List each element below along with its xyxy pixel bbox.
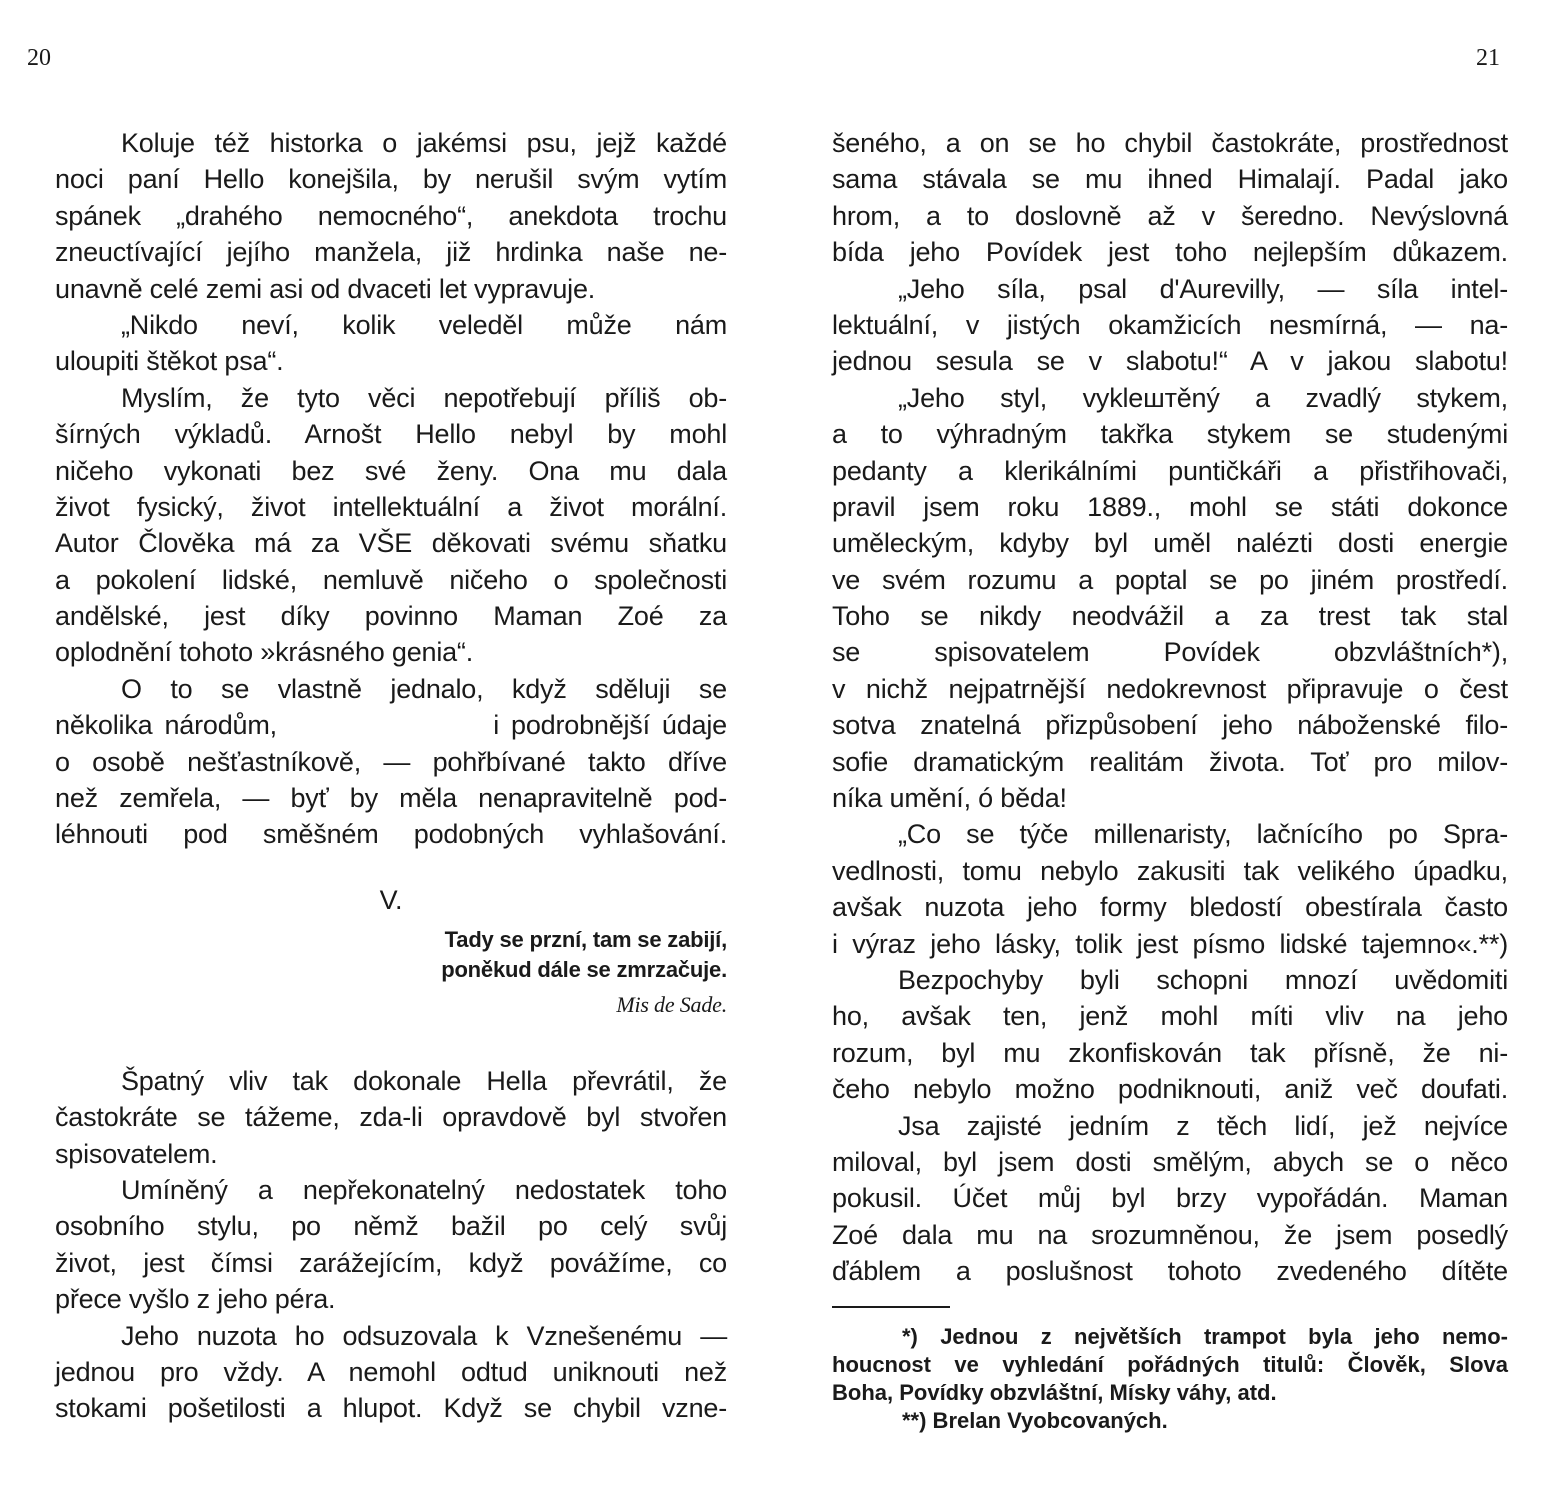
paragraph: [55, 1063, 727, 1172]
text-line: spisovatelem.: [55, 1138, 218, 1169]
paragraph: [55, 125, 727, 307]
footnote-line: houcnost ve vyhledání pořádných titulů: Člověk, Slova: [832, 1352, 1508, 1377]
paragraph: [55, 1172, 727, 1318]
text-line: ďáblem a poslušnost tohoto zvedeného dítěte: [832, 1256, 1508, 1287]
text-line: oplodnění tohoto »krásného genia“.: [55, 637, 474, 668]
paragraph: [832, 271, 1508, 380]
text-line: Špatný vliv tak dokonale Hella převrátil, že: [121, 1065, 727, 1096]
paragraph: [55, 307, 727, 380]
footnote-line: *) Jednou z největších trampot byla jeho nemo-: [902, 1324, 1508, 1349]
text-line: rozum, byl mu zkonfiskován tak přísně, že ni-: [832, 1037, 1508, 1068]
text-line: „Jeho styl, vyklештěný a zvadlý stykem,: [898, 382, 1508, 413]
text-line: sotva znatelná přizpůsobení jeho náboženské filo-: [832, 710, 1508, 741]
text-line: „Jeho síla, psal d'Aurevilly, — síla intel-: [898, 273, 1508, 304]
text-line: spánek „drahého nemocného“, anekdota trochu: [55, 200, 727, 231]
epigraph: [55, 925, 727, 1025]
text-line: avšak nuzota jeho formy bledostí obestírala často: [832, 892, 1508, 923]
text-line: Umíněný a nepřekonatelný nedostatek toho: [121, 1174, 727, 1205]
footnotes: [832, 1323, 1508, 1435]
text-line: šírných výkladů. Arnošt Hello nebyl by mohl: [55, 419, 727, 450]
text-line: přece vyšlo z jeho péra.: [55, 1284, 336, 1315]
text-line: O to se vlastně jednalo, když sděluji se: [121, 673, 727, 704]
text-line: častokráte se tážeme, zda-li opravdově byl stvořen: [55, 1102, 727, 1133]
epigraph-attribution: Mis de Sade.: [616, 991, 727, 1017]
text-line: osobního stylu, po němž bažil po celý svůj: [55, 1211, 727, 1242]
page-number-right: 21: [1476, 45, 1500, 71]
text-line: než zemřela, — byť by měla nenapravitelně pod-: [55, 783, 727, 814]
text-line: Koluje též historka o jakémsi psu, jejž každé: [121, 128, 727, 158]
text-line: šeného, a on se ho chybil častokráte, prostřednost: [832, 128, 1508, 158]
text-line: andělské, jest díky povinno Maman Zoé za: [55, 601, 727, 632]
text-line: sofie dramatickým realitám života. Toť pro milov-: [832, 746, 1508, 777]
paragraph: [832, 962, 1508, 1108]
text-line: několika národům, i podrobnější údaje: [55, 710, 727, 741]
text-line: noci paní Hello konejšila, by nerušil svým vytím: [55, 164, 727, 195]
text-line: lektuální, v jistých okamžicích nesmírná, — na-: [832, 309, 1508, 340]
footnote-divider: [832, 1306, 950, 1308]
text-line: uloupiti štěkot psa“.: [55, 346, 284, 377]
chapter-heading: V.: [379, 884, 403, 915]
text-line: Autor Člověka má za VŠE děkovati svému sňatku: [55, 528, 727, 559]
text-line: uměleckým, kdyby byl uměl nalézti dosti energie: [832, 528, 1508, 559]
text-line: Myslím, že tyto věci nepotřebují příliš ob-: [121, 382, 727, 413]
text-line: jednou pro vždy. A nemohl odtud uniknouti než: [55, 1356, 727, 1387]
text-line: stokami pošetilosti a hlupot. Když se chybil vzne-: [55, 1393, 727, 1424]
text-line: léhnouti pod směšném podobných vyhlašování.: [55, 819, 727, 850]
text-line: Toho se nikdy neodvážil a za trest tak stal: [832, 601, 1508, 632]
text-line: se spisovatelem Povídek obzvláštních*),: [832, 637, 1508, 668]
text-line: pokusil. Účet můj byl brzy vypořádán. Maman: [832, 1183, 1508, 1214]
paragraph: [832, 380, 1508, 817]
text-line: Zoé dala mu na srozumněnou, že jsem posedlý: [832, 1219, 1508, 1250]
epigraph-line: Tady se przní, tam se zabijí,: [444, 926, 727, 952]
text-line: a pokolení lidské, nemluvě ničeho o společnosti: [55, 564, 727, 595]
text-line: v nichž nejpatrnější nedokrevnost připravuje o čest: [832, 673, 1508, 704]
text-line: pravil jsem roku 1889., mohl se státi dokonce: [832, 491, 1508, 522]
text-line: Jsa zajisté jedním z těch lidí, jež nejvíce: [898, 1110, 1508, 1141]
right-page-text: [832, 125, 1508, 1290]
text-line: o osobě nešťastníkově, — pohřbívané takto dříve: [55, 746, 727, 777]
paragraph: [55, 1318, 727, 1427]
text-line: hrom, a to doslovně až v šeredno. Nevýslovná: [832, 200, 1508, 231]
epigraph-line: poněkud dále se zmrzačuje.: [441, 956, 727, 982]
footnote-line: Boha, Povídky obzvláštní, Mísky váhy, atd.: [832, 1380, 1277, 1405]
footnote-line: **) Brelan Vyobcovaných.: [902, 1408, 1168, 1433]
text-line: čeho nebylo možno podniknouti, aniž več doufati.: [832, 1074, 1508, 1105]
text-line: Bezpochyby byli schopni mnozí uvědomiti: [898, 964, 1508, 995]
paragraph: [832, 816, 1508, 962]
text-line: zneuctívající jejího manžela, již hrdinka naše ne-: [55, 237, 727, 268]
text-line: sama stávala se mu ihned Himalají. Padal jako: [832, 164, 1508, 195]
paragraph: [55, 380, 727, 671]
text-line: bída jeho Povídek jest toho nejlepším důkazem.: [832, 237, 1508, 268]
text-line: ho, avšak ten, jenž mohl míti vliv na jeho: [832, 1001, 1508, 1032]
text-line: unavně celé zemi asi od dvaceti let vypravuje.: [55, 273, 596, 304]
text-line: a to výhradným takřka stykem se studenými: [832, 419, 1508, 450]
text-line: vedlnosti, tomu nebylo zakusiti tak velikého úpadku,: [832, 855, 1508, 886]
text-line: život fysický, život intellektuální a život morální.: [55, 491, 727, 522]
text-line: „Co se týče millenaristy, lačnícího po Spra-: [898, 819, 1508, 850]
text-line: život, jest čímsi zarážejícím, když povážíme, co: [55, 1247, 727, 1278]
text-line: „Nikdo neví, kolik veleděl může nám: [121, 309, 727, 340]
paragraph: [832, 125, 1508, 271]
text-line: i výraz jeho lásky, tolik jest písmo lidské tajemno«.**): [832, 928, 1508, 959]
text-line: jednou sesula se v slabotu!“ A v jakou slabotu!: [832, 346, 1508, 377]
text-line: miloval, byl jsem dosti smělým, abych se o něco: [832, 1146, 1508, 1177]
page-number-left: 20: [27, 45, 51, 71]
text-line: pedanty a klerikálními puntičkáři a přistřihovači,: [832, 455, 1508, 486]
text-line: níka umění, ó běda!: [832, 783, 1067, 814]
left-page-text: [55, 125, 727, 1427]
paragraph: [832, 1108, 1508, 1290]
text-line: Jeho nuzota ho odsuzovala k Vznešenému —: [121, 1320, 727, 1351]
paragraph: [55, 671, 727, 853]
text-line: ničeho vykonati bez své ženy. Ona mu dala: [55, 455, 727, 486]
text-line: ve svém rozumu a poptal se po jiném prostředí.: [832, 564, 1508, 595]
